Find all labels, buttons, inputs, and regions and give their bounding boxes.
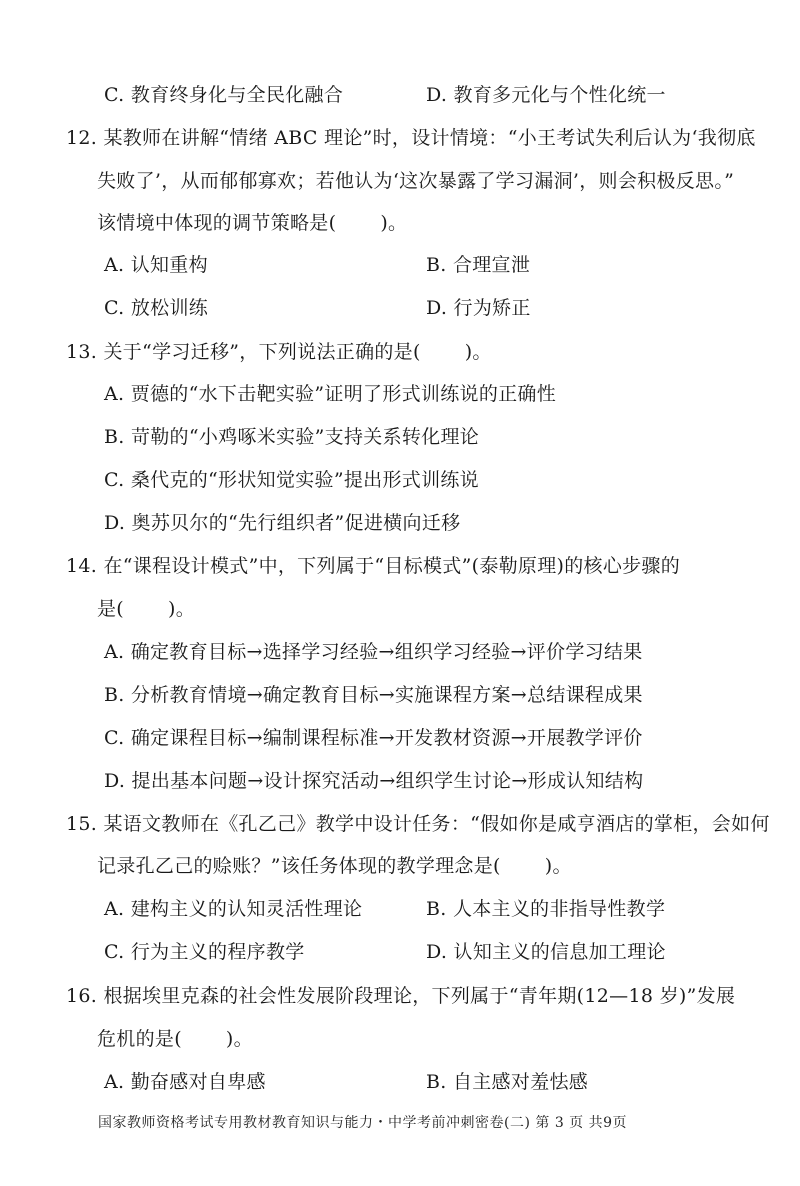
q12-option-a: A. 认知重构 — [104, 254, 208, 276]
q14-option-c: C. 确定课程目标→编制课程标准→开发教材资源→开展教学评价 — [104, 727, 643, 749]
q15-stem-text: 记录孔乙己的赊账？”该任务体现的教学理念是( — [97, 855, 501, 877]
page-footer: 国家教师资格考试专用教材教育知识与能力・中学考前冲刺密卷(二) 第 3 页 共9页 — [98, 1115, 628, 1131]
q16-stem-line-1: 16. 根据埃里克森的社会性发展阶段理论，下列属于“青年期(12—18 岁)”发展 — [66, 985, 736, 1007]
q13-option-c: C. 桑代克的“形状知觉实验”提出形式训练说 — [104, 469, 479, 491]
q13-option-b: B. 苛勒的“小鸡啄米实验”支持关系转化理论 — [104, 426, 480, 448]
q12-option-b: B. 合理宣泄 — [426, 254, 531, 276]
q16-stem-text: 危机的是( — [97, 1028, 182, 1050]
q15-stem-line-1: 15. 某语文教师在《孔乙己》教学中设计任务：“假如你是咸亨酒店的掌柜，会如何 — [66, 813, 770, 835]
q14-stem-line-1: 14. 在“课程设计模式”中，下列属于“目标模式”(泰勒原理)的核心步骤的 — [66, 555, 681, 577]
q15-option-d: D. 认知主义的信息加工理论 — [426, 941, 666, 963]
q15-stem-line-2 — [97, 853, 572, 879]
q11-option-c: C. 教育终身化与全民化融合 — [104, 84, 344, 106]
q15-option-c: C. 行为主义的程序教学 — [104, 941, 305, 963]
q13-stem-text: 13. 关于“学习迁移”，下列说法正确的是( — [66, 341, 421, 363]
q13-stem-end: )。 — [464, 341, 492, 363]
q15-stem-end: )。 — [544, 855, 572, 877]
q15-option-b: B. 人本主义的非指导性教学 — [426, 898, 666, 920]
q12-stem-line-1: 12. 某教师在讲解“情绪 ABC 理论”时，设计情境：“小王考试失利后认为‘我彻底 — [66, 127, 756, 149]
q14-option-b: B. 分析教育情境→确定教育目标→实施课程方案→总结课程成果 — [104, 684, 643, 706]
q16-option-b: B. 自主感对羞怯感 — [426, 1071, 589, 1093]
q14-stem-line-2 — [97, 596, 195, 622]
q13-option-d: D. 奥苏贝尔的“先行组织者”促进横向迁移 — [104, 512, 461, 534]
q14-option-a: A. 确定教育目标→选择学习经验→组织学习经验→评价学习结果 — [104, 641, 643, 663]
q13-stem — [66, 339, 492, 365]
q16-option-a: A. 勤奋感对自卑感 — [104, 1071, 266, 1093]
q12-stem-line-2: 失败了’，从而郁郁寡欢；若他认为‘这次暴露了学习漏洞’，则会积极反思。” — [97, 170, 735, 192]
q15-option-a: A. 建构主义的认知灵活性理论 — [104, 898, 363, 920]
q16-stem-end: )。 — [225, 1028, 253, 1050]
q11-option-d: D. 教育多元化与个性化统一 — [426, 84, 666, 106]
q12-stem-end: )。 — [380, 212, 408, 234]
q16-stem-line-2 — [97, 1026, 253, 1052]
q14-stem-text: 是( — [97, 598, 125, 620]
q13-option-a: A. 贾德的“水下击靶实验”证明了形式训练说的正确性 — [104, 383, 557, 405]
q14-option-d: D. 提出基本问题→设计探究活动→组织学生讨论→形成认知结构 — [104, 770, 644, 792]
q14-stem-end: )。 — [168, 598, 196, 620]
q12-option-d: D. 行为矫正 — [426, 297, 531, 319]
q12-option-c: C. 放松训练 — [104, 297, 209, 319]
q12-stem-text: 该情境中体现的调节策略是( — [97, 212, 337, 234]
q12-stem-line-3 — [97, 210, 407, 236]
